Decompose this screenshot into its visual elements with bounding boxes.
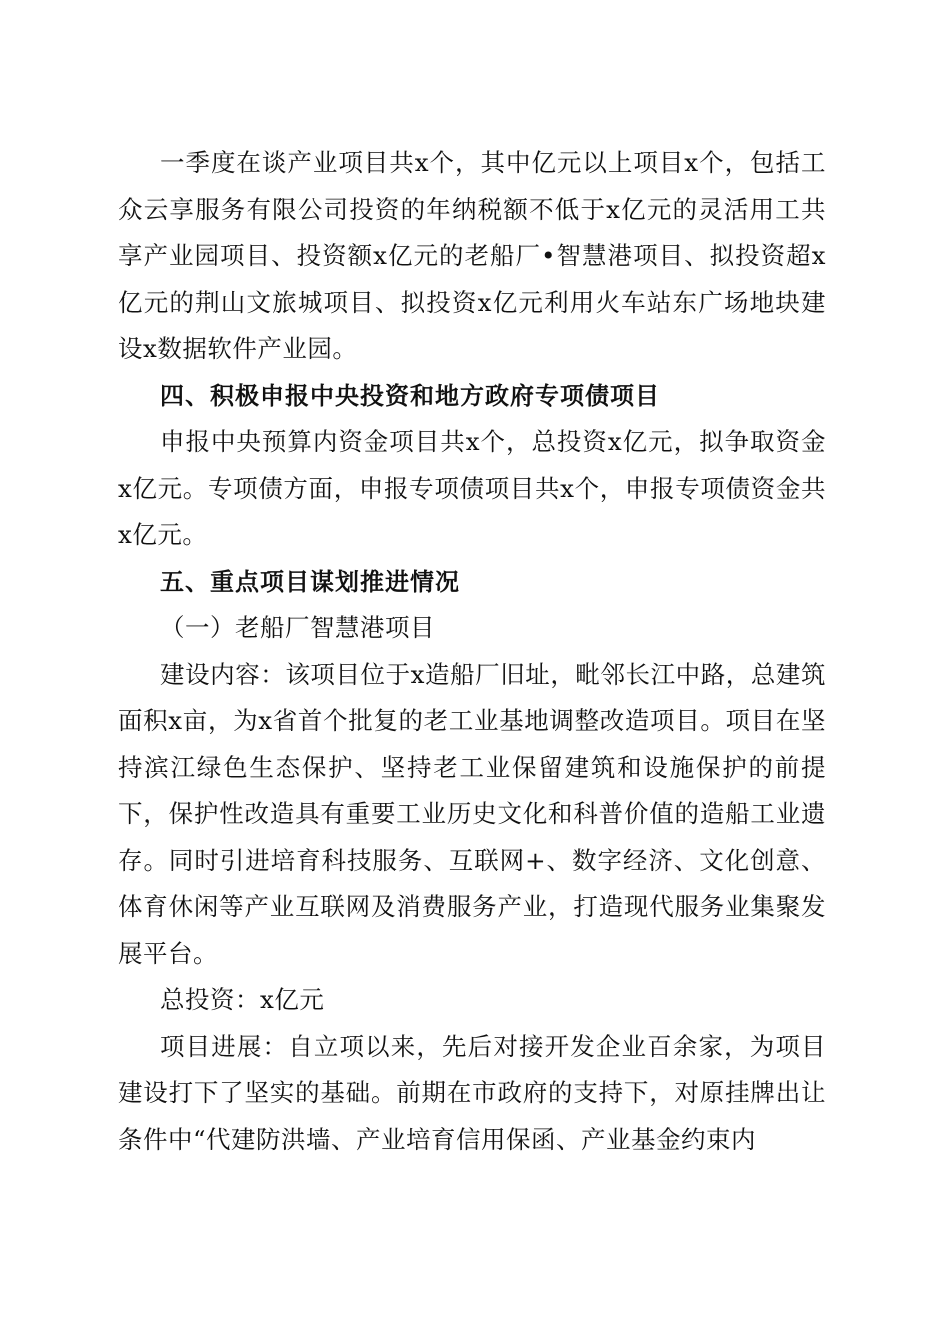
document-body [118, 140, 826, 1163]
paragraph-central-investment: 申报中央预算内资金项目共x个，总投资x亿元，拟争取资金x亿元。专项债方面，申报专项债项目共x个，申报专项债资金共x亿元。 [118, 427, 826, 549]
subsection-heading-1: （一）老船厂智慧港项目 [160, 613, 435, 642]
paragraph-construction-content: 建设内容：该项目位于x造船厂旧址，毗邻长江中路，总建筑面积x亩，为x省首个批复的老工业基地调整改造项目。项目在坚持滨江绿色生态保护、坚持老工业保留建筑和设施保护的前提下，保护性改造具有重要工业历史文化和科普价值的造船工业遗存。同时引进培育科技服务、互联网+、数字经济、文化创意、体育休闲等产业互联网及消费服务产业，打造现代服务业集聚发展平台。 [118, 659, 826, 968]
section-heading-5: 五、重点项目谋划推进情况 [160, 567, 460, 596]
paragraph-q1-projects: 一季度在谈产业项目共x个，其中亿元以上项目x个，包括工众云享服务有限公司投资的年纳税额不低于x亿元的灵活用工共享产业园项目、投资额x亿元的老船厂•智慧港项目、拟投资超x亿元的荆山文旅城项目、拟投资x亿元利用火车站东广场地块建设x数据软件产业园。 [118, 148, 826, 363]
paragraph-project-progress: 项目进展：自立项以来，先后对接开发企业百余家，为项目建设打下了坚实的基础。前期在市政府的支持下，对原挂牌出让条件中“代建防洪墙、产业培育信用保函、产业基金约束内 [118, 1031, 826, 1154]
section-heading-4: 四、积极申报中央投资和地方政府专项债项目 [160, 381, 660, 410]
paragraph-total-investment: 总投资：x亿元 [160, 985, 325, 1014]
